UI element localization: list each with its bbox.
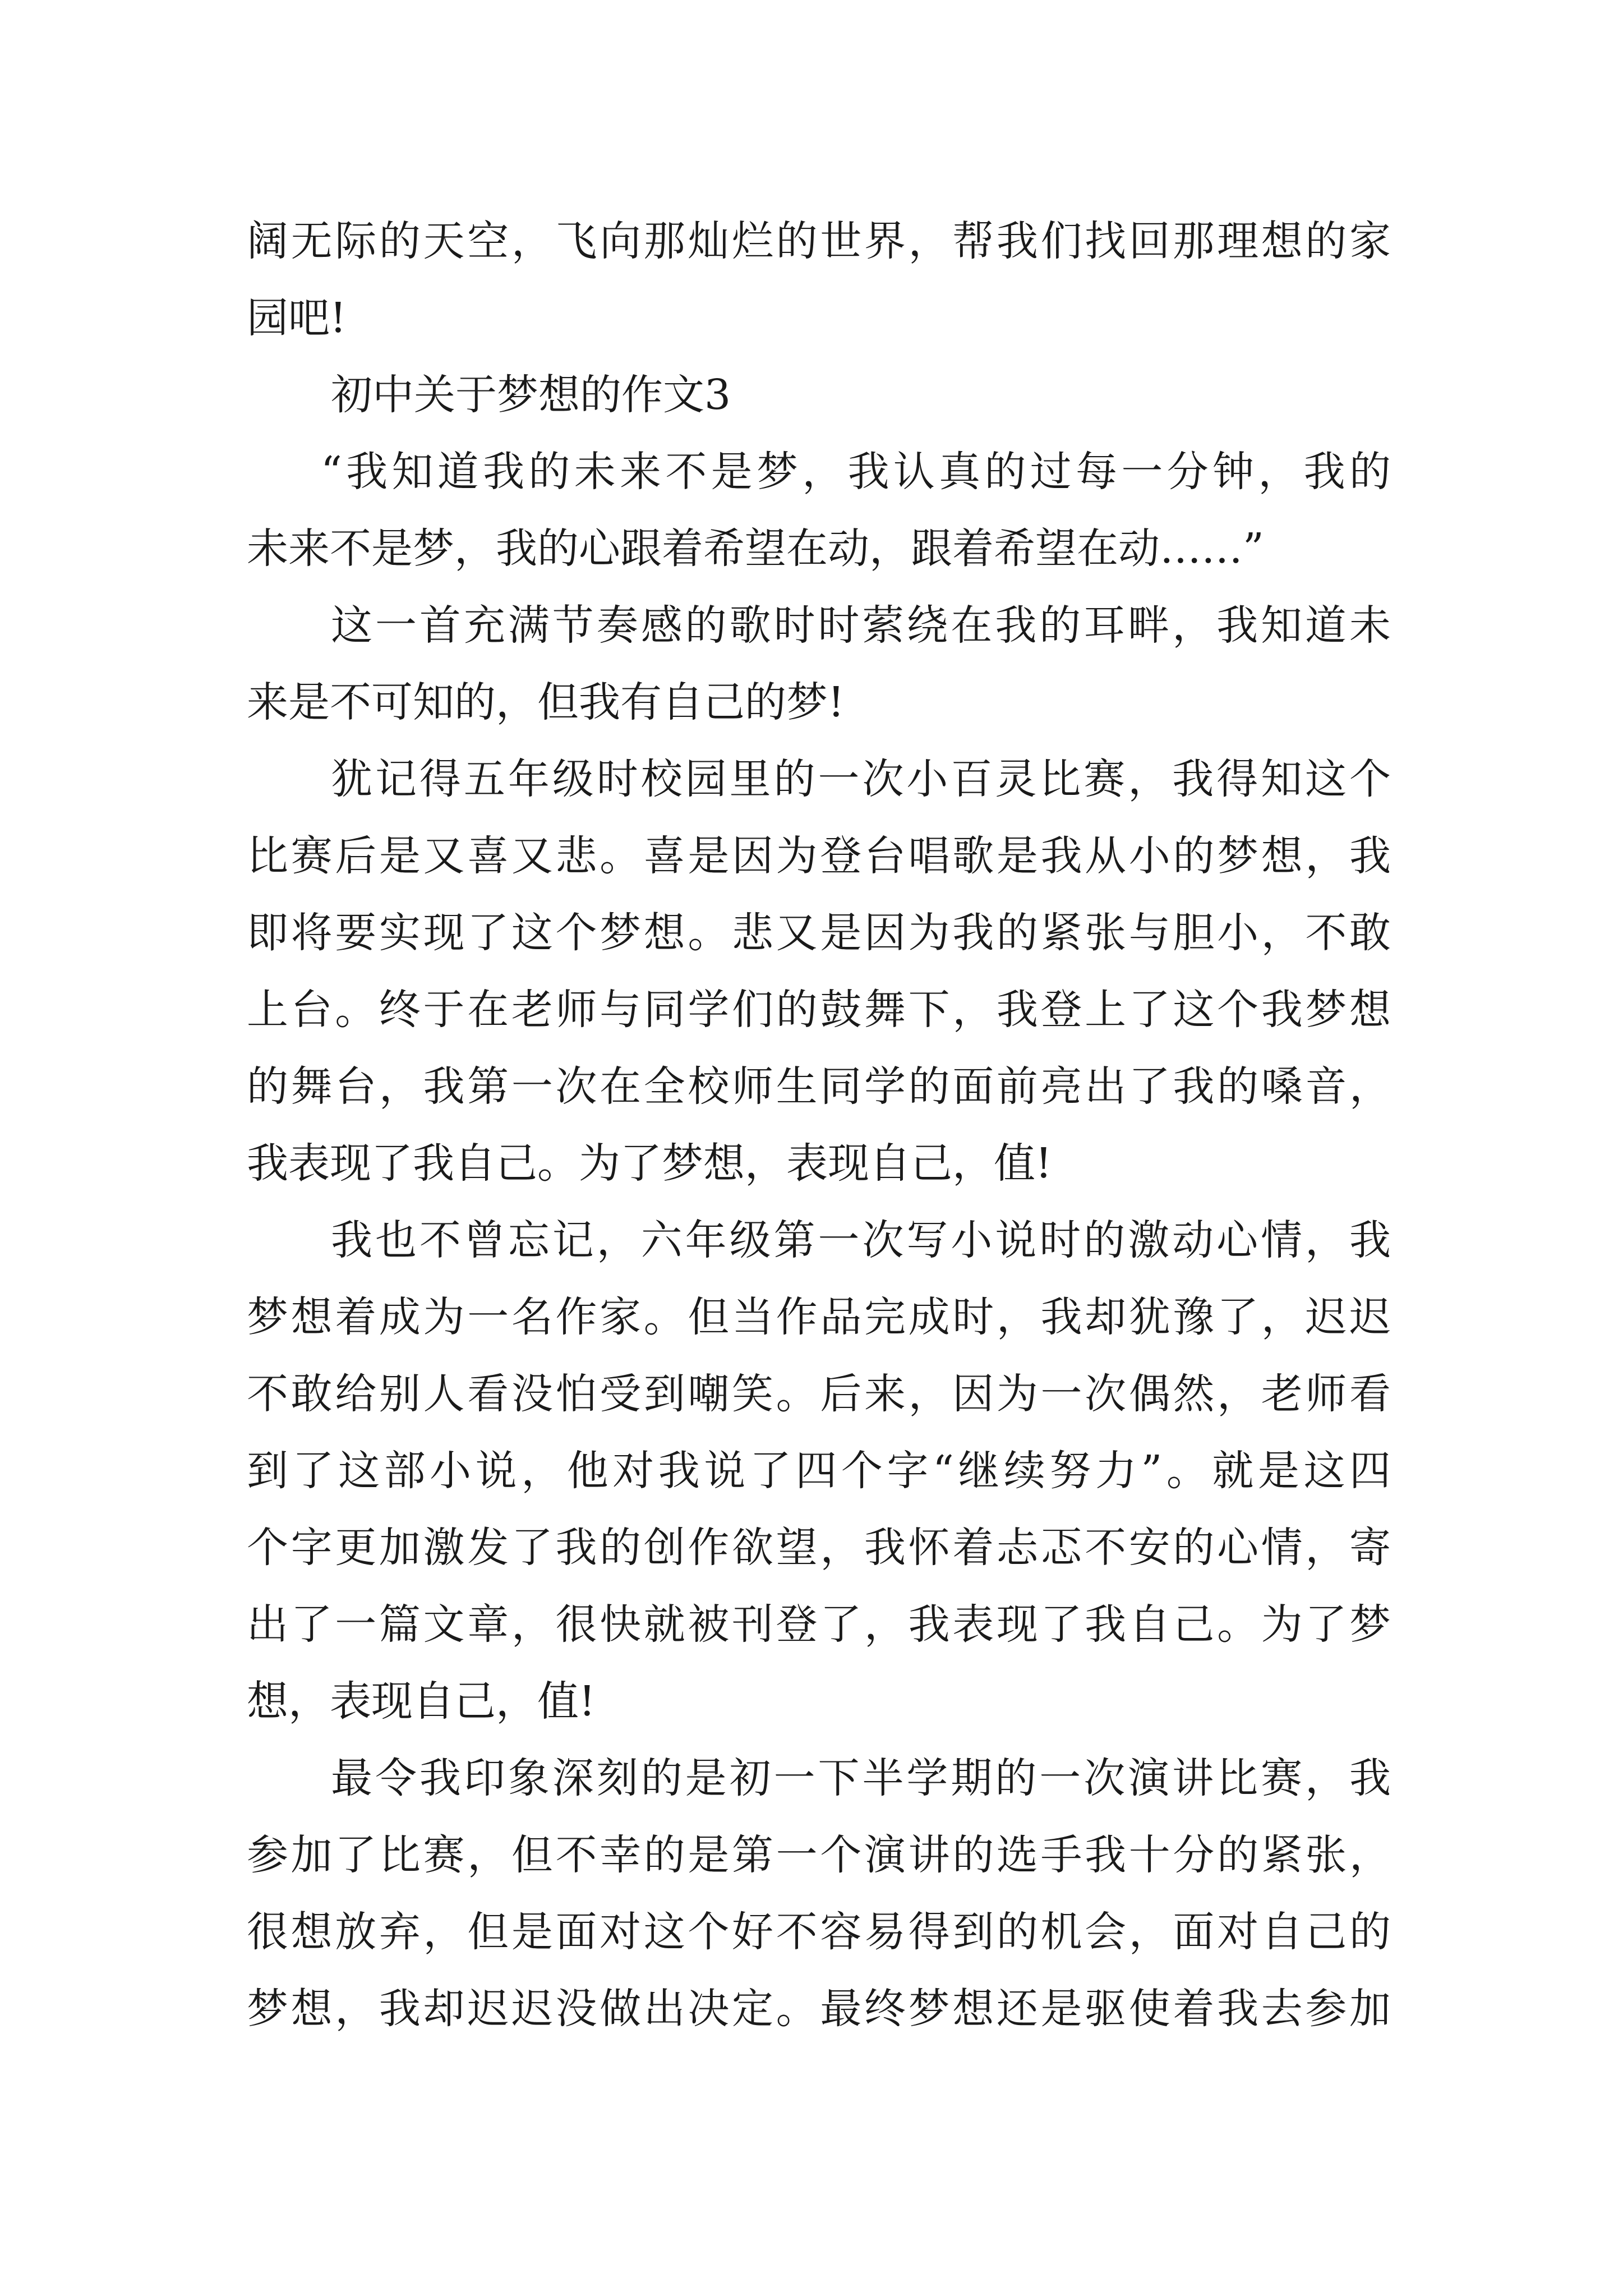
paragraph-line: 最令我印象深刻的是初一下半学期的一次演讲比赛，我	[331, 1754, 1391, 1802]
paragraph-line: 上台。终于在老师与同学们的鼓舞下，我登上了这个我梦想	[247, 986, 1391, 1034]
paragraph-line: 园吧!	[247, 294, 347, 342]
paragraph-line: 比赛后是又喜又悲。喜是因为登台唱歌是我从小的梦想，我	[247, 832, 1391, 880]
paragraph-line: 这一首充满节奏感的歌时时萦绕在我的耳畔，我知道未	[331, 601, 1391, 650]
paragraph-line: 即将要实现了这个梦想。悲又是因为我的紧张与胆小，不敢	[247, 909, 1391, 957]
paragraph-line: 犹记得五年级时校园里的一次小百灵比赛，我得知这个	[331, 755, 1391, 803]
paragraph-line: 我表现了我自己。为了梦想，表现自己，值!	[247, 1139, 1052, 1188]
paragraph-line: 梦想，我却迟迟没做出决定。最终梦想还是驱使着我去参加	[247, 1985, 1391, 2033]
paragraph-line: 想，表现自己，值!	[247, 1677, 596, 1726]
paragraph-line: 出了一篇文章，很快就被刊登了，我表现了我自己。为了梦	[247, 1600, 1391, 1649]
essay-body	[247, 203, 1391, 2047]
paragraph-line: 梦想着成为一名作家。但当作品完成时，我却犹豫了，迟迟	[247, 1293, 1391, 1341]
paragraph-line: 到了这部小说，他对我说了四个字“继续努力”。就是这四	[247, 1447, 1391, 1495]
paragraph-line: 我也不曾忘记，六年级第一次写小说时的激动心情，我	[331, 1216, 1391, 1264]
paragraph-line: 来是不可知的，但我有自己的梦!	[247, 678, 845, 726]
paragraph-line: 的舞台，我第一次在全校师生同学的面前亮出了我的嗓音，	[247, 1062, 1391, 1111]
section-heading: 初中关于梦想的作文3	[331, 371, 731, 419]
paragraph-line: 个字更加激发了我的创作欲望，我怀着忐忑不安的心情，寄	[247, 1524, 1391, 1572]
paragraph-line: 参加了比赛，但不幸的是第一个演讲的选手我十分的紧张，	[247, 1831, 1391, 1879]
paragraph-line: “我知道我的未来不是梦，我认真的过每一分钟，我的	[321, 448, 1391, 496]
paragraph-line: 不敢给别人看没怕受到嘲笑。后来，因为一次偶然，老师看	[247, 1370, 1391, 1418]
paragraph-line: 很想放弃，但是面对这个好不容易得到的机会，面对自己的	[247, 1908, 1391, 1956]
paragraph-line: 未来不是梦，我的心跟着希望在动，跟着希望在动……”	[247, 524, 1264, 573]
paragraph-line: 阔无际的天空，飞向那灿烂的世界，帮我们找回那理想的家	[247, 217, 1391, 265]
